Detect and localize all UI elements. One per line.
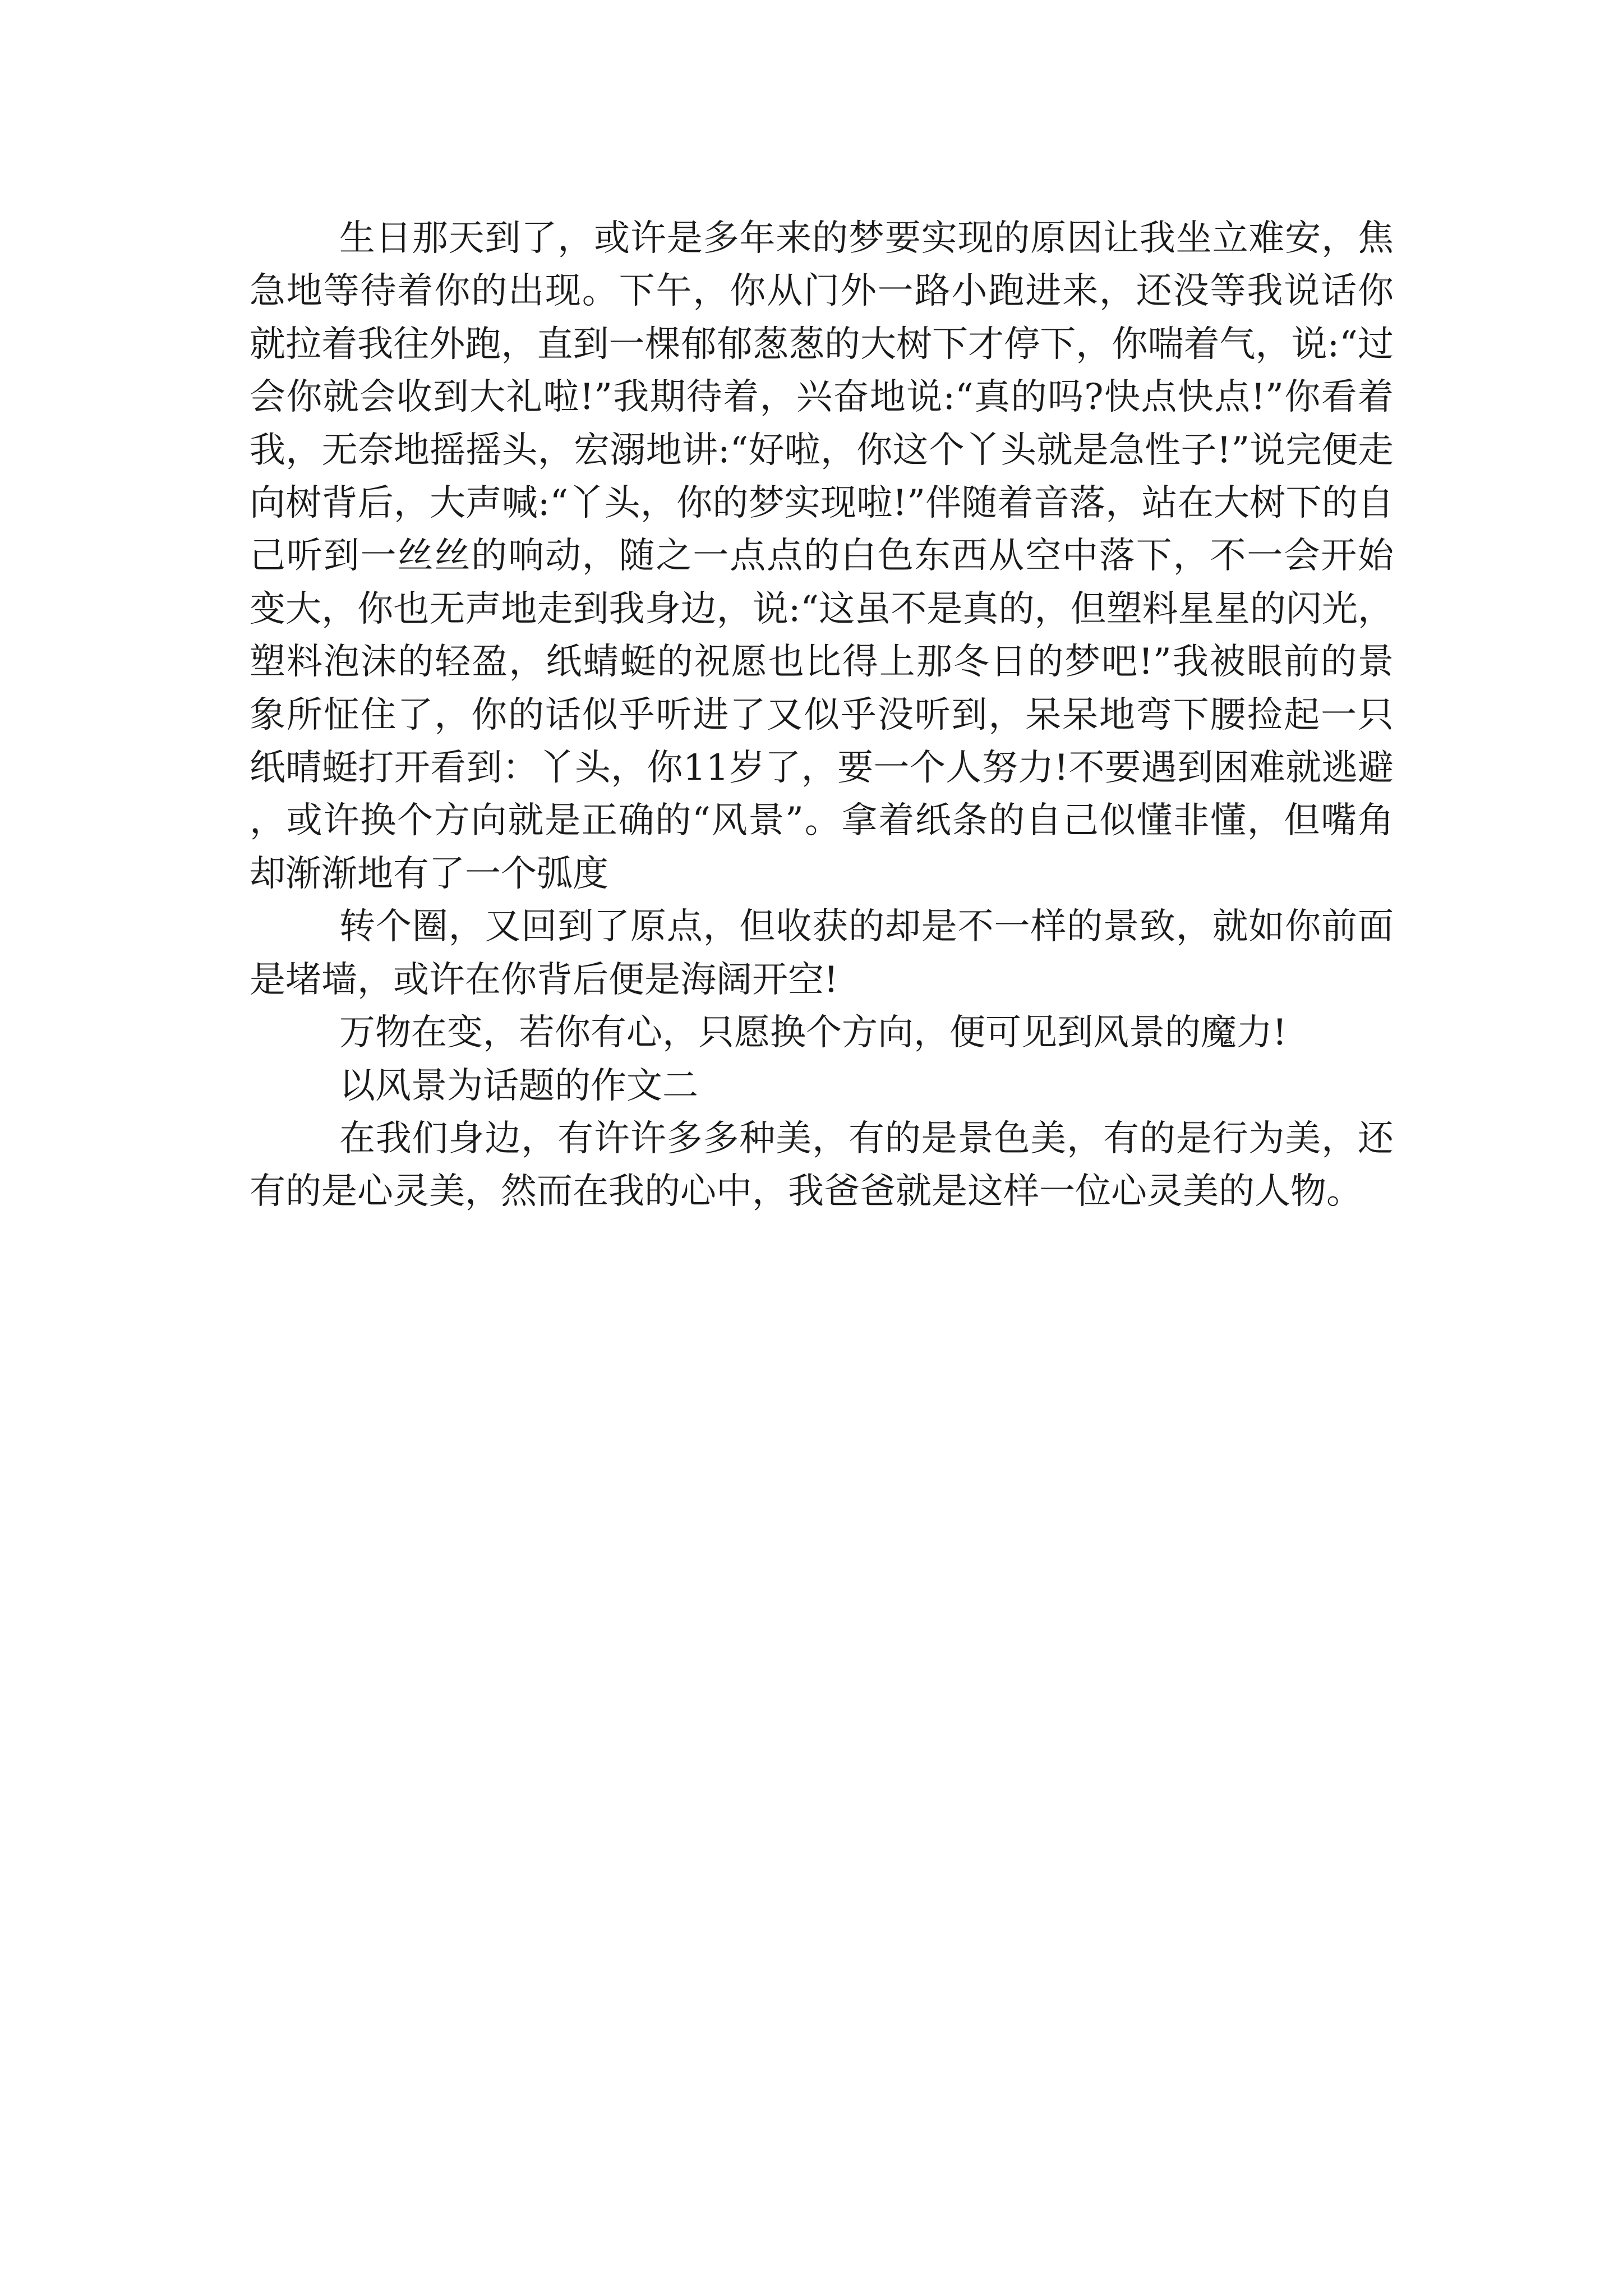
paragraph-everything-changes: 万物在变，若你有心，只愿换个方向，便可见到风景的魔力!: [339, 1012, 1287, 1054]
paragraph-turn-around: 转个圈，又回到了原点，但收获的却是不一样的景致，就如你前面是堵墙，或许在你背后便是海阔开空!: [250, 906, 1394, 1001]
document-body: [250, 212, 1394, 1218]
paragraph-birthday-story: 生日那天到了，或许是多年来的梦要实现的原因让我坐立难安，焦急地等待着你的出现。下午，你从门外一路小跑进来，还没等我说话你就拉着我往外跑，直到一棵郁郁葱葱的大树下才停下，你喘着气，说:“过会你就会收到大礼啦!”我期待着，兴奋地说:“真的吗?快点快点!”你看着我，无奈地摇摇头，宏溺地讲:“好啦，你这个丫头就是急性子!”说完便走向树背后，大声喊:“丫头，你的梦实现啦!”伴随着音落，站在大树下的自己听到一丝丝的响动，随之一点点的白色东西从空中落下，不一会开始变大，你也无声地走到我身边，说:“这虽不是真的，但塑料星星的闪光，塑料泡沫的轻盈，纸蜻蜓的祝愿也比得上那冬日的梦吧!”我被眼前的景象所怔住了，你的话似乎听进了又似乎没听到，呆呆地弯下腰捡起一只纸晴蜓打开看到：丫头，你11岁了，要一个人努力!不要遇到困难就逃避，或许换个方向就是正确的“风景”。拿着纸条的自己似懂非懂，但嘴角却渐渐地有了一个弧度: [250, 218, 1394, 895]
paragraph-beauty-around-us: 在我们身边，有许许多多种美，有的是景色美，有的是行为美，还有的是心灵美，然而在我的心中，我爸爸就是这样一位心灵美的人物。: [250, 1117, 1394, 1213]
essay-two-heading: 以风景为话题的作文二: [339, 1065, 698, 1107]
